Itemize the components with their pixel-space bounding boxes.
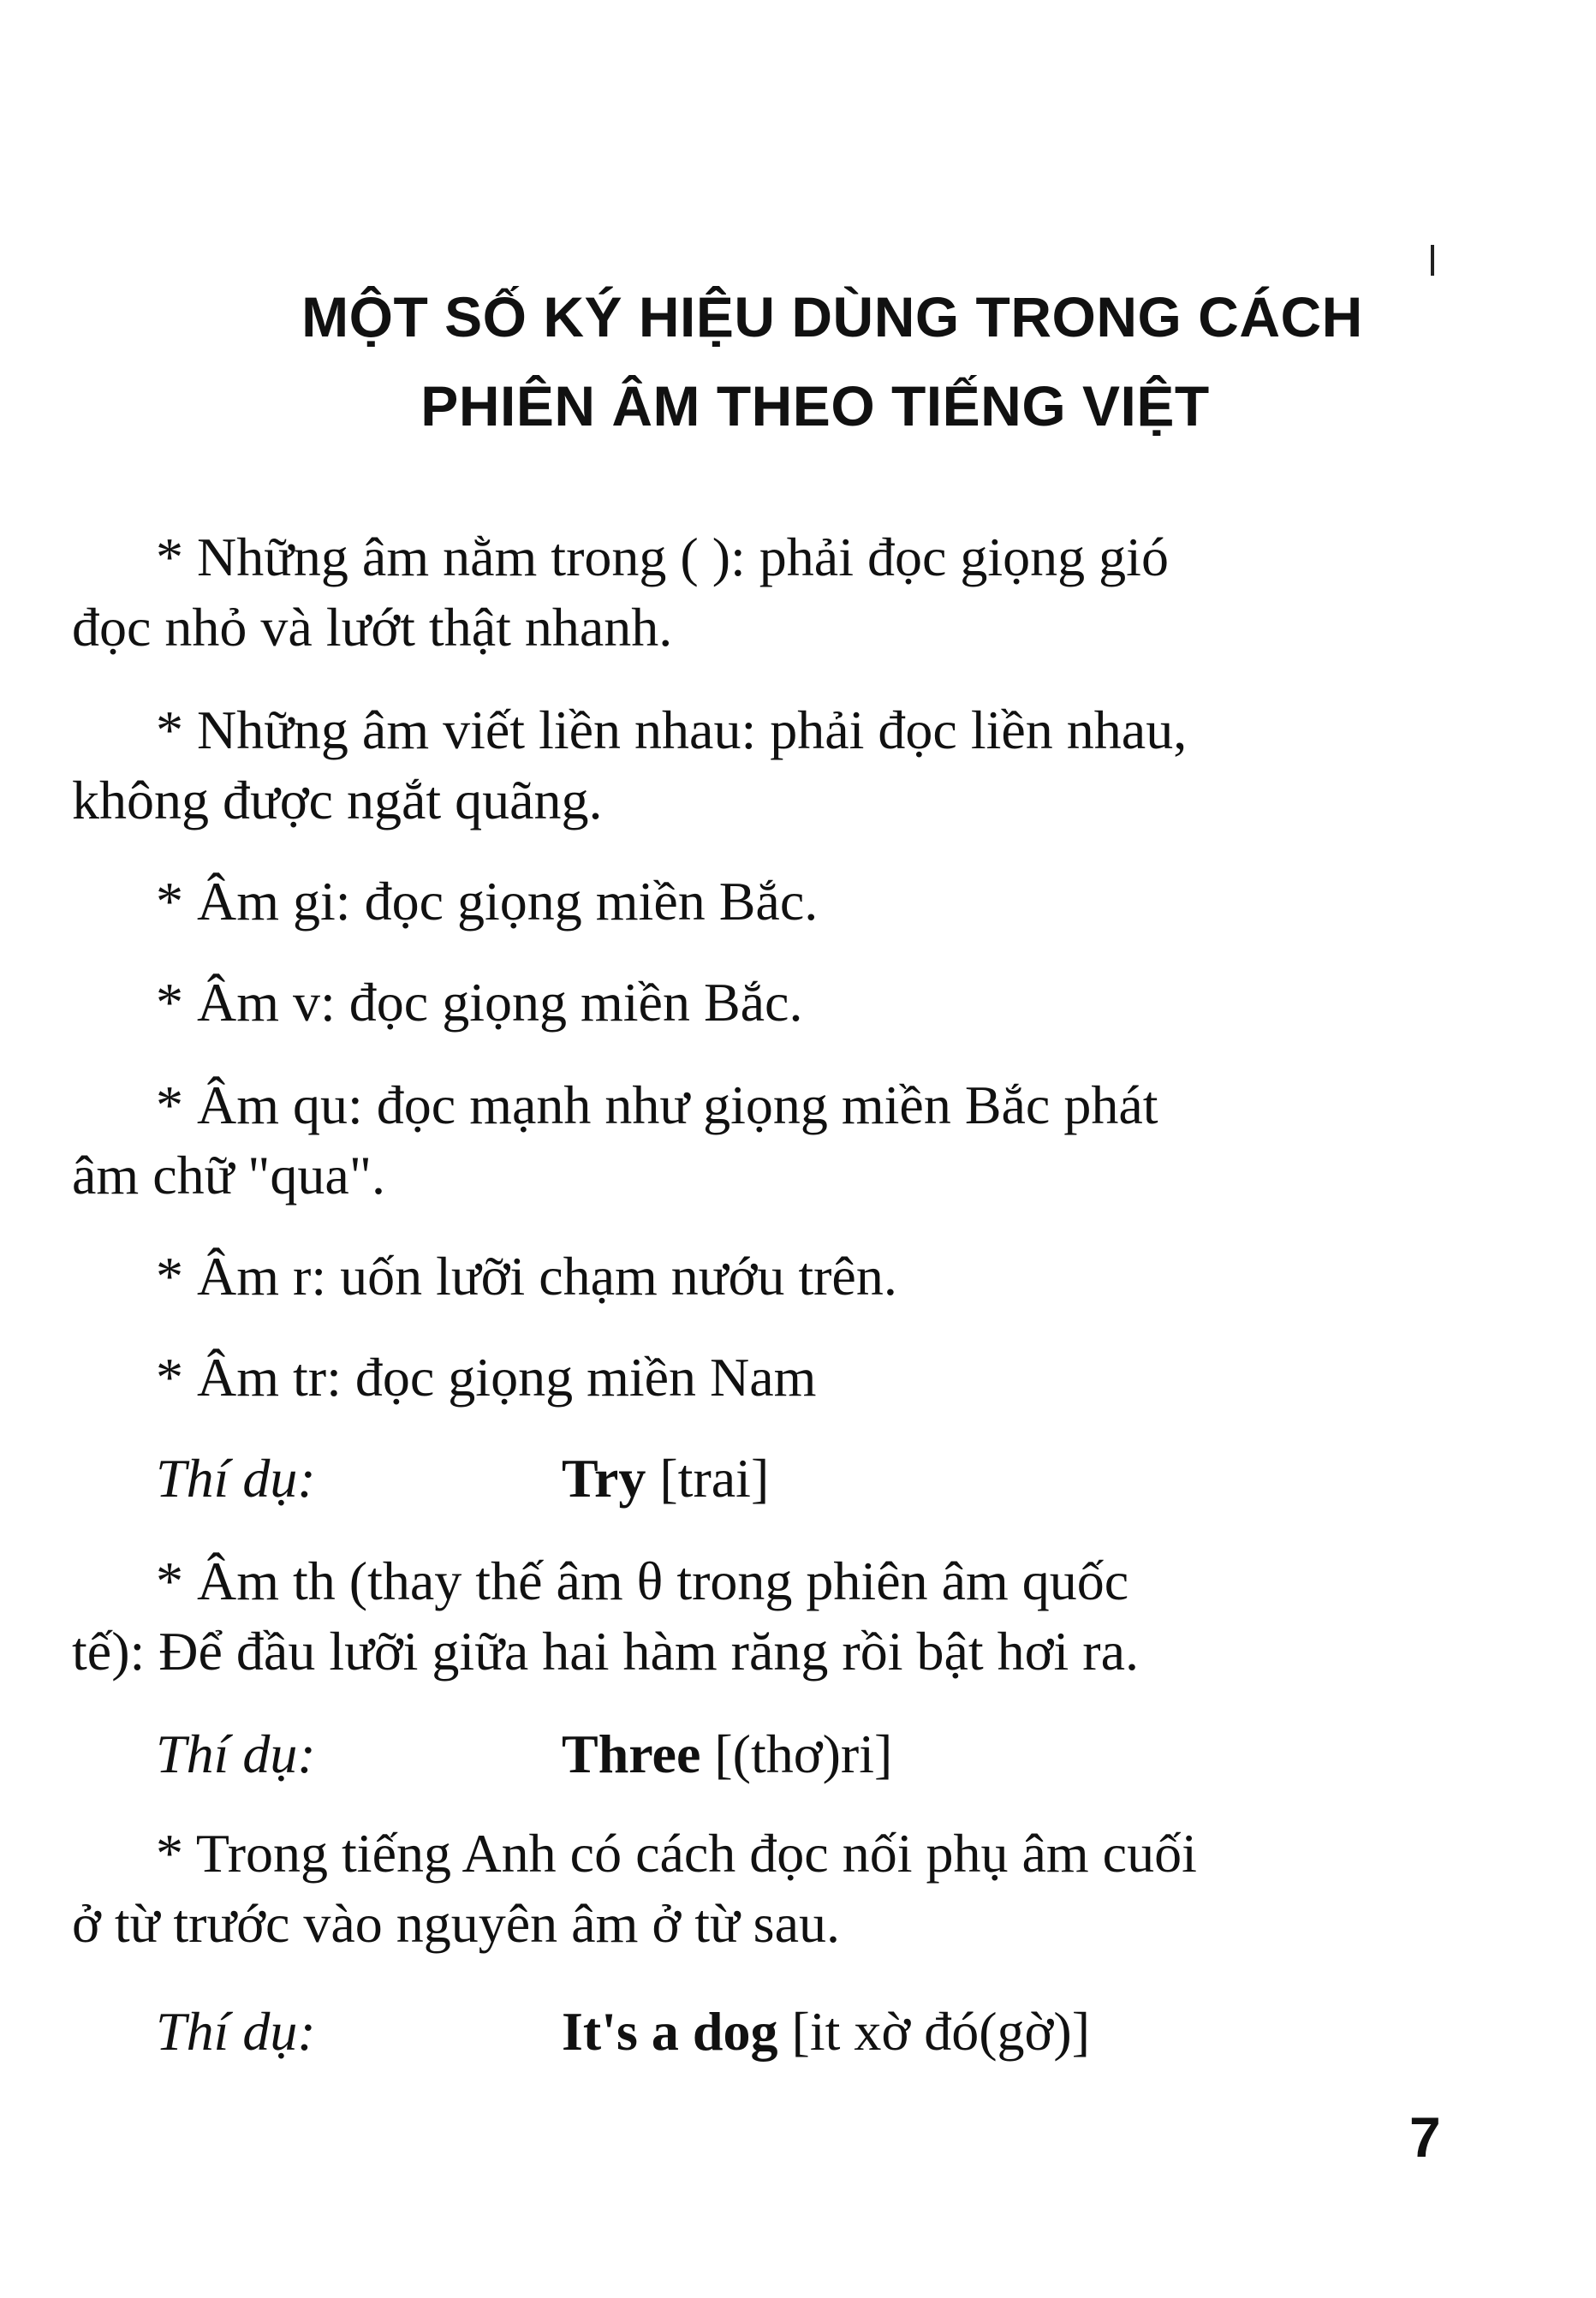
example-word: Try	[562, 1448, 646, 1509]
rule-text: * Những âm nằm trong ( ): phải đọc giọng gió	[156, 527, 1169, 587]
rule-text-continued: ở từ trước vào nguyên âm ở từ sau.	[72, 1893, 840, 1954]
example-pronunciation: [trai]	[659, 1448, 770, 1509]
example-row	[156, 1719, 1440, 1789]
rule-paragraph	[72, 1070, 1442, 1211]
rule-text-continued: đọc nhỏ và lướt thật nhanh.	[72, 597, 673, 658]
rule-text-continued: âm chữ "qua".	[72, 1145, 385, 1206]
rule-paragraph	[72, 1546, 1442, 1687]
rule-paragraph	[72, 866, 1442, 937]
example-label: Thí dụ:	[156, 1448, 316, 1509]
rule-text-continued: không được ngắt quãng.	[72, 770, 603, 830]
example-label: Thí dụ:	[156, 2001, 316, 2062]
rule-text: * Những âm viết liền nhau: phải đọc liền nhau,	[156, 700, 1188, 760]
rule-text: * Âm v: đọc giọng miền Bắc.	[156, 972, 803, 1033]
title-line-1: MỘT SỐ KÝ HIỆU DÙNG TRONG CÁCH	[301, 285, 1363, 348]
example-pronunciation: [(thơ)ri]	[714, 1724, 893, 1784]
rule-text: * Âm qu: đọc mạnh như giọng miền Bắc phát	[156, 1075, 1158, 1135]
scan-mark	[1431, 245, 1434, 276]
rule-paragraph	[72, 1819, 1442, 1959]
rule-text: * Âm r: uốn lưỡi chạm nướu trên.	[156, 1246, 897, 1307]
rule-text: * Âm tr: đọc giọng miền Nam	[156, 1347, 817, 1408]
page-number: 7	[1409, 2105, 1441, 2169]
rule-text: * Trong tiếng Anh có cách đọc nối phụ âm cuối	[156, 1823, 1197, 1884]
rule-text-continued: tế): Để đầu lưỡi giữa hai hàm răng rồi bật hơi ra.	[72, 1621, 1139, 1682]
title-line-2: PHIÊN ÂM THEO TIẾNG VIỆT	[420, 374, 1210, 438]
example-pronunciation: [it xờ đó(gờ)]	[791, 2001, 1090, 2062]
rule-paragraph	[72, 522, 1442, 663]
example-label: Thí dụ:	[156, 1724, 316, 1784]
rule-paragraph	[72, 967, 1442, 1038]
rule-text: * Âm gi: đọc giọng miền Bắc.	[156, 871, 819, 932]
rule-paragraph	[72, 1241, 1442, 1312]
rule-paragraph	[72, 695, 1442, 836]
example-word: It's a dog	[562, 2001, 778, 2062]
rule-text: * Âm th (thay thế âm θ trong phiên âm quốc	[156, 1551, 1129, 1611]
rule-paragraph	[72, 1342, 1442, 1413]
example-row	[156, 1444, 1440, 1514]
example-word: Three	[562, 1724, 701, 1784]
example-row	[156, 1997, 1440, 2067]
page-title	[0, 272, 1596, 450]
